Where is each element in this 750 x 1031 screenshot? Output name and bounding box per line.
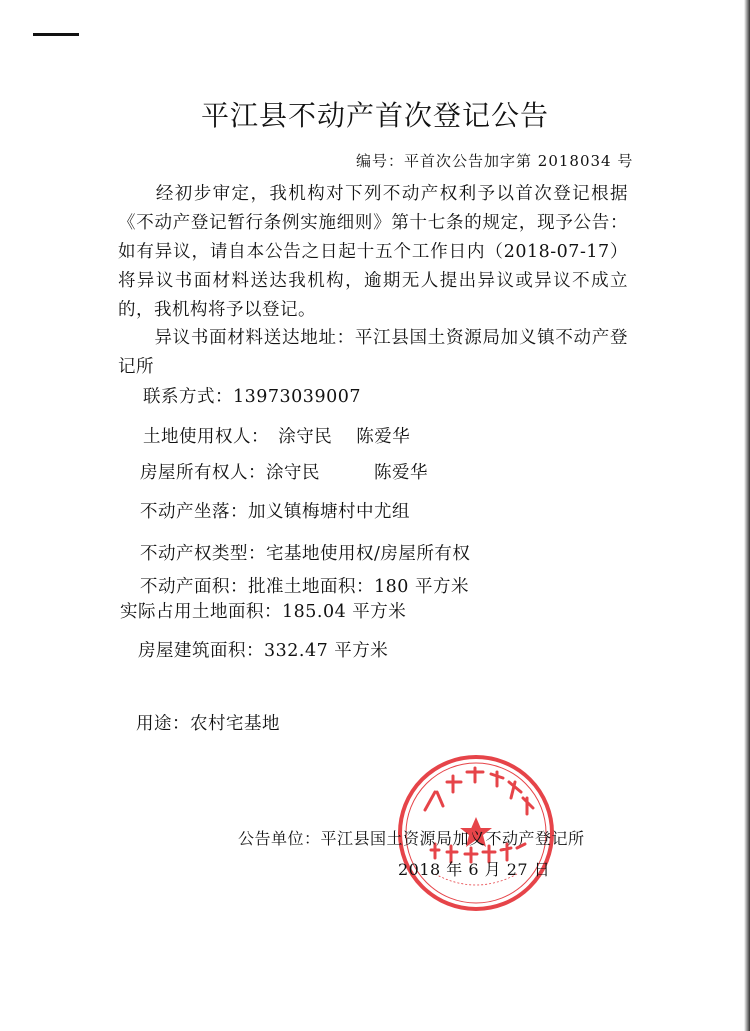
right-type-line: 不动产权类型：宅基地使用权/房屋所有权 xyxy=(140,544,471,564)
objection-address-paragraph: 异议书面材料送达地址：平江县国土资源局加义镇不动产登记所 xyxy=(118,328,628,377)
issue-date: 2018 年 6 月 27 日 xyxy=(398,860,551,879)
house-owner-line: 房屋所有权人：涂守民 陈爱华 xyxy=(140,463,428,483)
corner-mark xyxy=(33,33,79,36)
building-area-line: 房屋建筑面积：332.47 平方米 xyxy=(138,641,389,661)
notice-paragraph: 经初步审定，我机构对下列不动产权利予以首次登记根据《不动产登记暂行条例实施细则》第十七条的规定，现予公告：如有异议，请自本公告之日起十五个工作日内（2018-07-17）将异议书面材料送达我机构，逾期无人提出异议或异议不成立的，我机构将予以登记。 xyxy=(118,184,628,320)
usage-line: 用途：农村宅基地 xyxy=(136,714,280,734)
land-user-line: 土地使用权人： 涂守民 陈爱华 xyxy=(143,427,411,447)
approved-area-line: 不动产面积：批准土地面积：180 平方米 xyxy=(140,577,469,597)
scan-edge-shadow xyxy=(744,0,750,1031)
location-line: 不动产坐落：加义镇梅塘村中尤组 xyxy=(140,502,410,522)
issuer-line: 公告单位：平江县国土资源局加义不动产登记所 xyxy=(238,829,585,848)
document-number: 编号：平首次公告加字第 2018034 号 xyxy=(356,152,634,170)
actual-area-line: 实际占用土地面积：185.04 平方米 xyxy=(120,602,407,622)
contact-line: 联系方式：13973039007 xyxy=(143,387,361,407)
document-title: 平江县不动产首次登记公告 xyxy=(200,99,549,132)
